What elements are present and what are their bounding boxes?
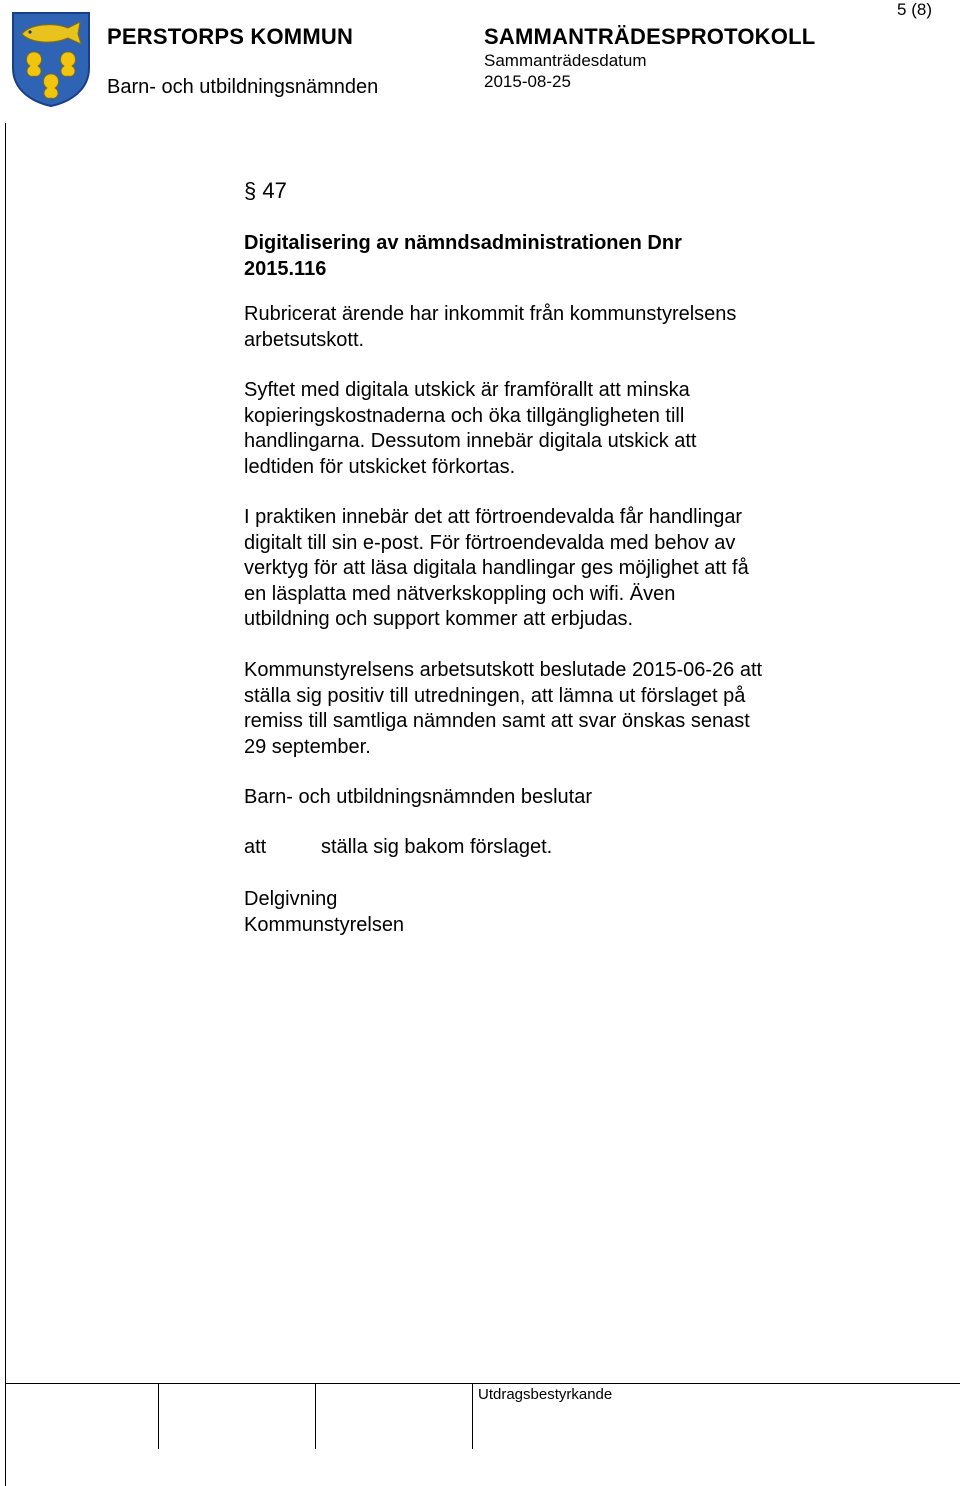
paragraph <box>244 505 749 633</box>
section-number: § 47 <box>244 178 287 203</box>
decision-row <box>244 836 552 859</box>
decision-text: ställa sig bakom förslaget. <box>321 836 553 858</box>
text-line: handlingarna. Dessutom innebär digitala utskick att <box>244 430 697 452</box>
text-line: 29 september. <box>244 735 371 758</box>
meeting-date-label: Sammanträdesdatum <box>484 51 647 70</box>
text-line: Kommunstyrelsens arbetsutskott beslutade 2015-06-26 att <box>244 659 763 681</box>
signature-box-divider <box>315 1383 316 1449</box>
decision-keyword: att <box>244 836 267 858</box>
distribution-recipient: Kommunstyrelsen <box>244 913 405 936</box>
paragraph <box>244 302 736 353</box>
text-line: Syftet med digitala utskick är framförallt att minska <box>244 379 690 401</box>
committee-name: Barn- och utbildningsnämnden <box>107 76 379 98</box>
page-number: 5 (8) <box>897 0 932 19</box>
text-line: kopieringskostnaderna och öka tillgängligheten till <box>244 404 685 427</box>
text-line: Rubricerat ärende har inkommit från kommunstyrelsens <box>244 303 737 325</box>
section-title-line: 2015.116 <box>244 257 327 280</box>
organization-name: PERSTORPS KOMMUN <box>107 24 354 49</box>
paragraph <box>244 658 762 760</box>
text-line: arbetsutskott. <box>244 328 365 351</box>
text-line: remiss till samtliga nämnden samt att svar önskas senast <box>244 710 750 732</box>
certification-label: Utdragsbestyrkande <box>478 1386 613 1403</box>
document-type: SAMMANTRÄDESPROTOKOLL <box>484 24 816 49</box>
text-line: verktyg för att läsa digitala handlingar ges möjlighet att få <box>244 557 749 579</box>
footer-rule <box>5 1383 960 1384</box>
text-line: digitalt till sin e-post. För förtroendevalda med behov av <box>244 531 736 554</box>
distribution-heading: Delgivning <box>244 888 338 910</box>
section-title <box>244 231 764 282</box>
meeting-date: 2015-08-25 <box>484 72 571 91</box>
left-margin-rule <box>5 123 6 1486</box>
text-line: ställa sig positiv till utredningen, att lämna ut förslaget på <box>244 684 746 707</box>
text-line: Barn- och utbildningsnämnden beslutar <box>244 786 592 808</box>
text-line: en läsplatta med nätverkskoppling och wifi. Även <box>244 582 676 605</box>
text-line: ledtiden för utskicket förkortas. <box>244 455 516 478</box>
text-line: I praktiken innebär det att förtroendevalda får handlingar <box>244 506 743 528</box>
coat-of-arms-icon <box>10 10 92 108</box>
paragraph <box>244 378 696 480</box>
signature-box-divider <box>158 1383 159 1449</box>
decision-heading <box>244 785 592 811</box>
distribution <box>244 887 404 938</box>
signature-box-divider <box>472 1383 473 1449</box>
section-title-line: Digitalisering av nämndsadministrationen Dnr <box>244 232 682 254</box>
text-line: utbildning och support kommer att erbjudas. <box>244 608 634 630</box>
